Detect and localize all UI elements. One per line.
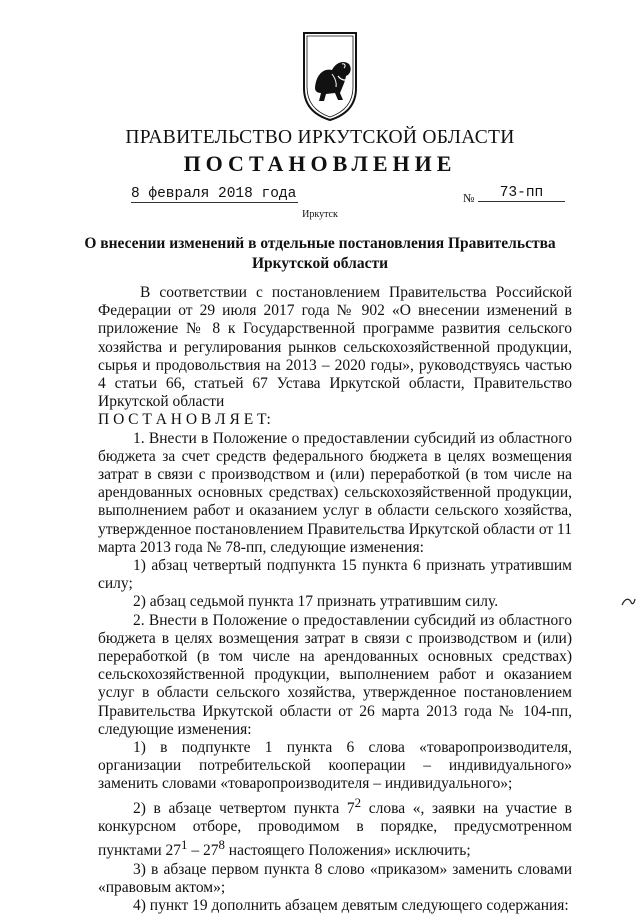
margin-mark-icon: [621, 596, 636, 608]
resolves-heading: П О С Т А Н О В Л Я Е Т:: [98, 411, 271, 429]
item-2-subitem-2: [98, 794, 572, 861]
document-title: [0, 234, 640, 274]
superscript-8: 8: [218, 837, 225, 853]
item-1-subitem-1: 1) абзац четвертый подпункта 15 пункта 6 признать утратившим силу;: [98, 557, 572, 593]
city-name: Иркутск: [302, 209, 338, 220]
document-body: [98, 284, 572, 915]
document-number: 73-пп: [478, 185, 565, 202]
subitem-2-text-b: слова «, заявки на участие в конкурсном отборе, проводимом в порядке, предусмотренном пунктами 27: [98, 799, 572, 860]
item-1-paragraph: 1. Внести в Положение о предоставлении субсидий из областного бюджета за счет средств федерального бюджета в целях возмещения затрат в связи с производством и (или) переработкой (в том числе на арендованных основных средствах) сельскохозяйственной продукции, выполнением работ и оказанием услуг в области сельского хозяйства, утвержденное постановлением Правительства Иркутской области от 11 марта 2013 года № 78-пп, следующие изменения:: [98, 429, 572, 556]
item-2-subitem-4: 4) пункт 19 дополнить абзацем девятым следующего содержания:: [133, 897, 569, 915]
preamble-paragraph: В соответствии с постановлением Правительства Российской Федерации от 29 июля 2017 года № 902 «О внесении изменений в приложение № 8 к Государственной программе развития сельского хозяйства и регулирования рынков сельскохозяйственной продукции, сырья и продовольствия на 2013 – 2020 годы», руководствуясь частью 4 статьи 66, статьей 67 Устава Иркутской области, Правительство Иркутской области: [98, 284, 572, 411]
item-1-subitem-2: 2) абзац седьмой пункта 17 признать утратившим силу.: [133, 593, 499, 611]
subitem-2-text-c: – 27: [187, 842, 219, 860]
subitem-2-text-d: настоящего Положения» исключить;: [224, 842, 471, 860]
item-2-paragraph: 2. Внести в Положение о предоставлении субсидий из областного бюджета в целях возмещения затрат в связи с производством и (или) переработкой (в том числе на арендованных основных средствах) сельскохозяйственной продукции, выполнением работ и оказанием услуг в области сельского хозяйства, утвержденное постановлением Правительства Иркутской области от 26 марта 2013 года № 104-пп, следующие изменения:: [98, 611, 572, 738]
item-2-subitem-1: 1) в подпункте 1 пункта 6 слова «товаропроизводителя, организации потребительской кооперации – индивидуального» заменить словами «товаропроизводителя – индивидуального»;: [98, 739, 572, 793]
document-date: 8 февраля 2018 года: [131, 186, 297, 202]
government-name: ПРАВИТЕЛЬСТВО ИРКУТСКОЙ ОБЛАСТИ: [125, 127, 515, 148]
title-line-2: Иркутской области: [251, 255, 389, 272]
coat-of-arms-emblem: [298, 30, 362, 122]
number-sign: №: [463, 191, 475, 205]
title-line-1: О внесении изменений в отдельные постановления Правительства: [84, 235, 556, 252]
item-2-subitem-3: 3) в абзаце первом пункта 8 слово «приказом» заменить словами «правовым актом»;: [98, 860, 572, 896]
document-type: ПОСТАНОВЛЕНИЕ: [183, 151, 457, 176]
superscript-1: 1: [181, 837, 188, 853]
subitem-2-text-a: 2) в абзаце четвертом пункта 7: [133, 799, 355, 817]
superscript-2: 2: [354, 794, 362, 810]
